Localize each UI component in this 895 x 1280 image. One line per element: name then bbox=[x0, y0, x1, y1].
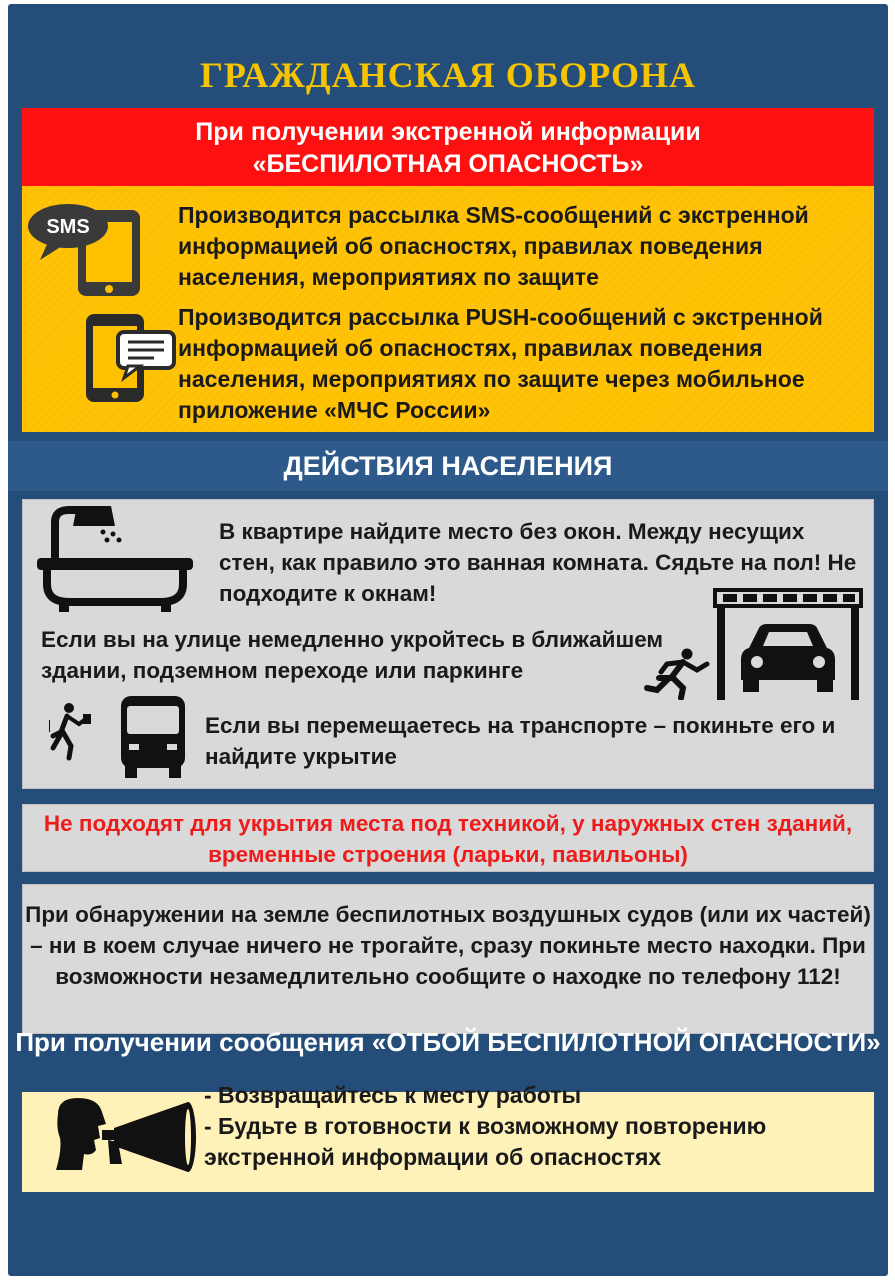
poster bbox=[8, 4, 888, 1276]
street-advice: Если вы на улице немедленно укройтесь в ближайшем здании, подземном переходе или паркинге bbox=[41, 627, 664, 683]
sms-phone-icon bbox=[26, 200, 156, 300]
page-title: ГРАЖДАНСКАЯ ОБОРОНА bbox=[199, 55, 697, 95]
cancel-item-2: - Будьте в готовности к возможному повторению экстренной информации об опасностях bbox=[204, 1113, 767, 1170]
apartment-advice: В квартире найдите место без окон. Между несущих стен, как правило это ванная комната. Сядьте на пол! Не подходите к окнам! bbox=[219, 519, 857, 606]
megaphone-person-icon bbox=[52, 1094, 202, 1182]
shelter-warning: Не подходят для укрытия места под техникой, у наружных стен зданий, временные строения (ларьки, павильоны) bbox=[22, 804, 874, 872]
person-exit-bus-icon bbox=[49, 694, 189, 780]
bathtub-icon bbox=[33, 504, 198, 614]
banner-line-2: «БЕСПИЛОТНАЯ ОПАСНОСТЬ» bbox=[252, 150, 644, 178]
cancel-heading: При получении сообщения «ОТБОЙ БЕСПИЛОТНОЙ ОПАСНОСТИ» bbox=[15, 1027, 881, 1057]
garage-car-icon bbox=[713, 588, 863, 700]
drone-found-notice: При обнаружении на земле беспилотных воздушных судов (или их частей) – ни в коем случае ничего не трогайте, сразу покиньте место находки. При возможности незамедлительно сообщите о находке по телефону 112! bbox=[22, 884, 874, 1034]
sms-alert-text: Производится рассылка SMS-сообщений с экстренной информацией об опасностях, правилах поведения населения, мероприятиях по защите bbox=[178, 202, 809, 290]
cancel-instructions bbox=[204, 1080, 844, 1173]
alerts-panel bbox=[22, 186, 874, 432]
cancel-item-1: - Возвращайтесь к месту работы bbox=[204, 1082, 582, 1108]
actions-heading: ДЕЙСТВИЯ НАСЕЛЕНИЯ bbox=[8, 441, 888, 491]
sms-icon-label: SMS bbox=[46, 216, 90, 238]
actions-panel bbox=[22, 499, 874, 789]
push-alert-text: Производится рассылка PUSH-сообщений с экстренной информацией об опасностях, правилах поведения населения, мероприятиях по защите через мобильное приложение «МЧС России» bbox=[178, 304, 823, 423]
emergency-banner bbox=[22, 108, 874, 186]
banner-line-1: При получении экстренной информации bbox=[195, 118, 701, 146]
push-phone-icon bbox=[78, 310, 178, 406]
transport-advice: Если вы перемещаетесь на транспорте – покиньте его и найдите укрытие bbox=[205, 713, 836, 769]
